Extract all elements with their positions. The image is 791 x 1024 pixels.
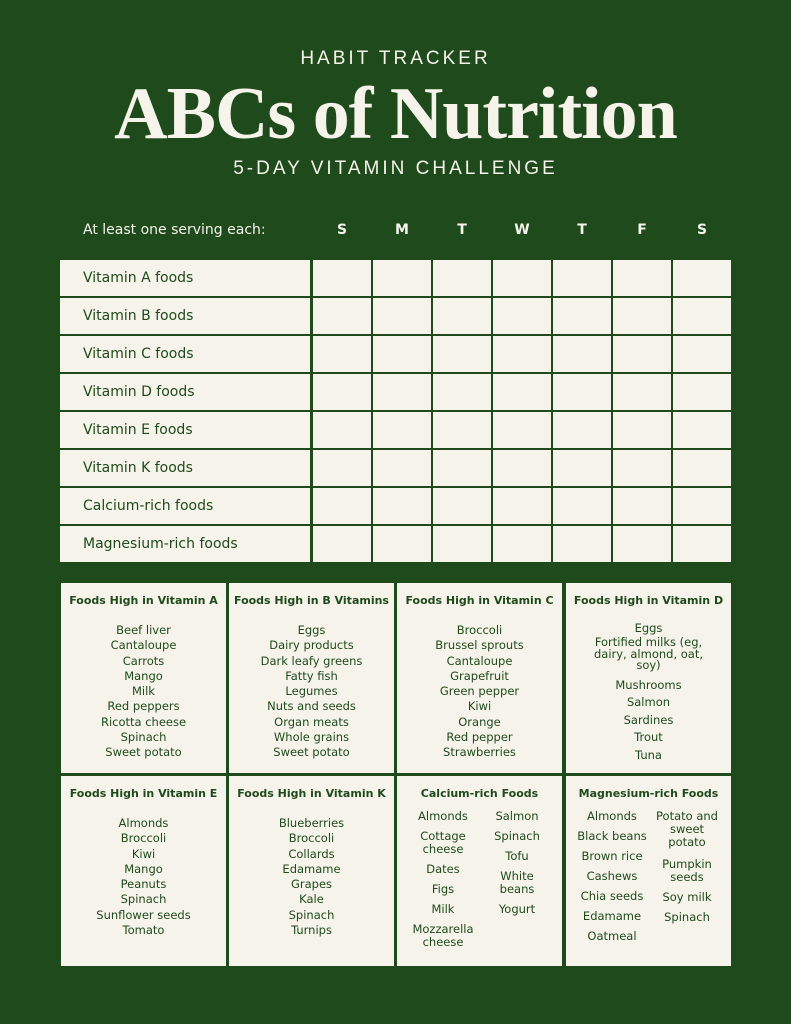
food-item: Mushrooms [615,677,682,692]
day-header-mon: M [395,222,409,238]
check-cell[interactable] [493,488,551,524]
food-item: Cantaloupe [110,638,177,653]
food-item: Sweet potato [273,745,350,760]
food-list [61,816,226,938]
check-cell[interactable] [613,336,671,372]
food-list [566,620,731,764]
food-item: Edamame [582,909,642,923]
check-cell[interactable] [673,298,731,334]
food-item: Chia seeds [580,889,644,903]
check-cell[interactable] [613,260,671,296]
food-item: Figs [431,882,455,896]
food-column [652,810,722,931]
food-item: Spinach [120,892,167,907]
check-cell[interactable] [313,298,371,334]
check-cell[interactable] [493,374,551,410]
card-title: Foods High in Vitamin E [69,787,218,800]
food-item: Legumes [285,684,338,699]
food-item: Black beans [577,829,647,843]
food-item: Cottage cheese [420,829,466,856]
check-cell[interactable] [373,412,431,448]
check-cell[interactable] [373,526,431,562]
food-item: Organ meats [274,714,349,729]
food-list [397,623,562,761]
tracker-prompt: At least one serving each: [83,222,266,238]
card-vitamin-c [397,583,562,773]
day-header-wed: W [514,222,530,238]
check-cell[interactable] [553,412,611,448]
page-subtitle: 5-DAY VITAMIN CHALLENGE [233,158,558,179]
row-label: Magnesium-rich foods [60,526,310,562]
check-cell[interactable] [673,374,731,410]
food-item: Spinach [120,730,167,745]
check-cell[interactable] [553,374,611,410]
check-cell[interactable] [433,526,491,562]
food-item: Mozzarella cheese [412,922,474,949]
food-item: Almonds [418,809,468,823]
food-item: Kiwi [131,846,156,861]
check-cell[interactable] [313,450,371,486]
food-item: Mango [124,668,163,683]
row-label: Vitamin C foods [60,336,310,372]
food-item: Salmon [626,695,671,710]
card-magnesium [566,776,731,966]
row-label: Vitamin E foods [60,412,310,448]
day-header-sun: S [336,222,348,238]
check-cell[interactable] [433,450,491,486]
check-cell[interactable] [373,336,431,372]
check-cell[interactable] [553,336,611,372]
food-item: Cashews [586,869,638,883]
check-cell[interactable] [493,526,551,562]
day-header-fri: F [637,222,647,238]
eyebrow-label: HABIT TRACKER [300,48,491,69]
food-item: Red peppers [107,699,180,714]
check-cell[interactable] [553,488,611,524]
food-item: Broccoli [288,831,335,846]
check-cell[interactable] [493,412,551,448]
food-item: Kiwi [467,699,492,714]
food-item: Carrots [122,653,165,668]
food-item: Red pepper [446,730,513,745]
check-cell[interactable] [433,488,491,524]
food-column [572,810,652,950]
check-cell[interactable] [493,336,551,372]
check-cell[interactable] [673,526,731,562]
food-item: White beans [499,869,535,896]
food-item: Mango [124,861,163,876]
food-item: Broccoli [456,623,503,637]
food-item: Fortified milks (eg, dairy, almond, oat, soy) [593,635,703,673]
check-cell[interactable] [613,374,671,410]
food-item: Dates [426,862,460,876]
food-item: Turnips [291,923,332,938]
day-header-thu: T [577,222,587,238]
check-cell[interactable] [553,526,611,562]
check-cell[interactable] [493,298,551,334]
food-item: Orange [458,714,501,729]
check-cell[interactable] [613,488,671,524]
check-cell[interactable] [493,260,551,296]
check-cell[interactable] [433,260,491,296]
food-item: Edamame [282,861,341,876]
food-item: Sardines [623,712,674,727]
food-item: Yogurt [498,902,536,916]
row-label: Vitamin K foods [60,450,310,486]
food-item: Beef liver [116,623,171,637]
card-title: Foods High in Vitamin C [405,594,554,607]
food-list [61,623,226,761]
card-title: Calcium-rich Foods [420,787,539,800]
card-title: Foods High in Vitamin A [69,594,218,607]
card-title: Magnesium-rich Foods [578,787,719,800]
food-list [229,623,394,761]
food-column [481,810,553,923]
food-item: Trout [634,730,663,745]
food-item: Sweet potato [105,745,182,760]
check-cell[interactable] [313,336,371,372]
food-item: Tomato [122,923,165,938]
check-cell[interactable] [373,374,431,410]
row-label: Calcium-rich foods [60,488,310,524]
food-item: Green pepper [439,684,520,699]
row-label: Vitamin D foods [60,374,310,410]
food-item: Blueberries [278,816,345,830]
day-header-tue: T [457,222,467,238]
check-cell[interactable] [673,336,731,372]
food-item: Grapefruit [450,668,509,683]
food-item: Pumpkin seeds [662,857,712,884]
check-cell[interactable] [313,260,371,296]
check-cell[interactable] [313,412,371,448]
food-item: Peanuts [120,877,167,892]
check-cell[interactable] [673,260,731,296]
card-vitamin-d [566,583,731,773]
food-item: Potato and sweet potato [656,809,718,849]
check-cell[interactable] [373,260,431,296]
check-cell[interactable] [373,298,431,334]
check-cell[interactable] [673,412,731,448]
check-cell[interactable] [373,488,431,524]
card-vitamin-k [229,776,394,966]
food-list [229,816,394,938]
card-vitamin-e [61,776,226,966]
food-item: Nuts and seeds [267,699,356,714]
card-vitamin-a [61,583,226,773]
card-title: Foods High in B Vitamins [234,594,389,607]
check-cell[interactable] [313,374,371,410]
food-item: Collards [288,846,335,861]
food-item: Brussel sprouts [435,638,524,653]
card-title: Foods High in Vitamin D [573,594,724,607]
row-label: Vitamin A foods [60,260,310,296]
check-cell[interactable] [613,412,671,448]
food-item: Kale [299,892,324,907]
card-calcium [397,776,562,966]
food-item: Spinach [494,829,540,843]
check-cell[interactable] [433,374,491,410]
food-item: Spinach [288,907,335,922]
food-item: Eggs [634,621,663,635]
food-item: Dark leafy greens [260,653,363,668]
food-item: Sunflower seeds [96,907,191,922]
card-title: Foods High in Vitamin K [237,787,386,800]
food-item: Almonds [118,816,169,830]
food-item: Salmon [495,809,539,823]
food-item: Almonds [587,809,637,823]
food-item: Milk [132,684,155,699]
check-cell[interactable] [313,488,371,524]
check-cell[interactable] [373,450,431,486]
check-cell[interactable] [433,412,491,448]
check-cell[interactable] [433,298,491,334]
food-item: Ricotta cheese [100,714,187,729]
row-label: Vitamin B foods [60,298,310,334]
check-cell[interactable] [553,260,611,296]
food-item: Broccoli [120,831,167,846]
check-cell[interactable] [673,450,731,486]
food-column [405,810,481,956]
food-item: Eggs [297,623,326,637]
food-item: Dairy products [269,638,354,653]
food-item: Strawberries [443,745,516,760]
check-cell[interactable] [613,298,671,334]
check-cell[interactable] [553,298,611,334]
food-item: Grapes [290,877,333,892]
food-item: Tuna [635,747,662,762]
food-item: Oatmeal [587,929,637,943]
day-header-sat: S [696,222,708,238]
check-cell[interactable] [553,450,611,486]
food-item: Milk [431,902,455,916]
food-item: Brown rice [581,849,643,863]
check-cell[interactable] [613,526,671,562]
food-item: Soy milk [662,890,712,904]
check-cell[interactable] [673,488,731,524]
food-item: Spinach [664,910,710,924]
page-title: ABCs of Nutrition [114,73,677,155]
check-cell[interactable] [493,450,551,486]
check-cell[interactable] [433,336,491,372]
food-item: Fatty fish [285,668,338,683]
check-cell[interactable] [313,526,371,562]
food-item: Cantaloupe [446,653,513,668]
card-vitamin-b [229,583,394,773]
food-item: Whole grains [273,730,350,745]
check-cell[interactable] [613,450,671,486]
food-item: Tofu [505,849,529,863]
